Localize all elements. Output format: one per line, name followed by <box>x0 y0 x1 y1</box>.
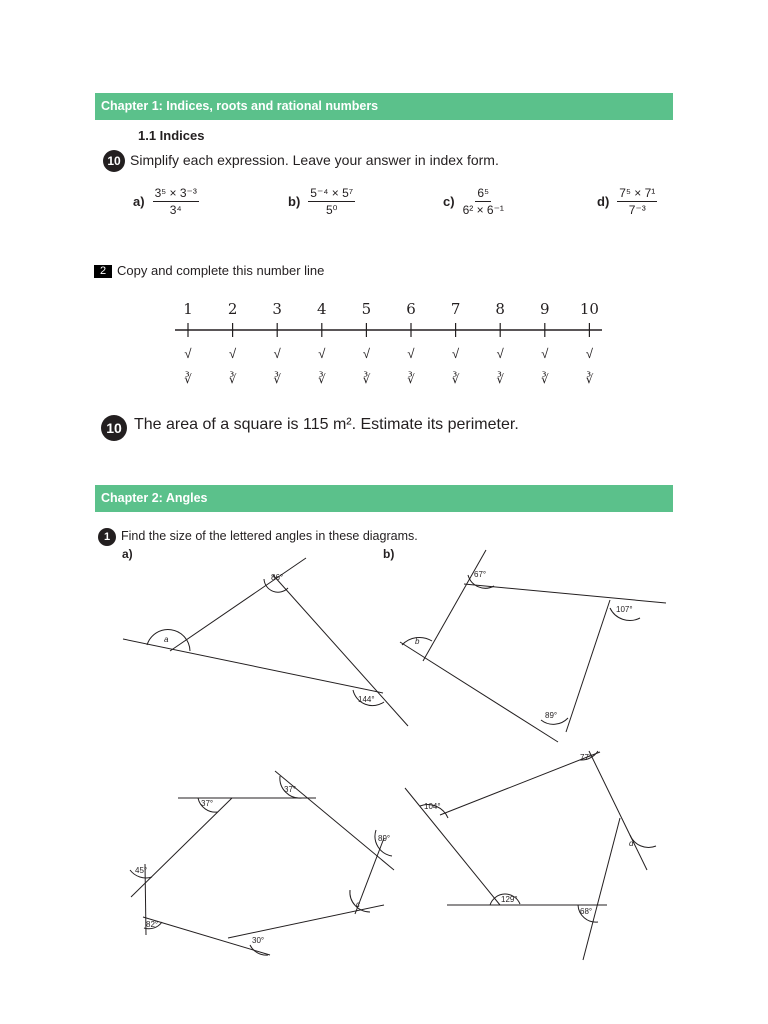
numerator: 5⁻⁴ × 5⁷ <box>310 186 354 200</box>
number-line-label: 1 <box>183 300 193 318</box>
cube-root-blank: ∛ <box>184 372 192 386</box>
part-label: c) <box>443 194 455 209</box>
angle-label: 37° <box>201 799 214 808</box>
question-number-badge: 10 <box>103 150 125 172</box>
number-line-label: 5 <box>361 300 372 318</box>
part-label: b) <box>288 194 301 209</box>
square-root-blank: √ <box>362 346 370 361</box>
angle-label: 67° <box>474 570 487 579</box>
angle-label: 89° <box>545 711 558 720</box>
number-line-label: 3 <box>272 300 282 318</box>
diagram-b <box>400 550 666 742</box>
cube-root-blank: ∛ <box>362 372 371 386</box>
question-number-badge: 10 <box>101 415 127 441</box>
question-text: Copy and complete this number line <box>117 263 325 278</box>
cube-root-blank: ∛ <box>273 372 282 386</box>
numerator: 7⁵ × 7¹ <box>619 186 656 200</box>
number-line-label: 6 <box>406 300 416 318</box>
diagram-a-label: a) <box>122 547 133 561</box>
number-line-label: 4 <box>317 300 327 318</box>
angle-label: 129° <box>501 895 518 904</box>
angle-label: b <box>415 637 420 646</box>
angle-label: 68° <box>580 907 593 916</box>
cube-root-blank: ∛ <box>585 372 594 386</box>
square-root-blank: √ <box>318 346 326 361</box>
square-root-blank: √ <box>585 346 593 361</box>
square-root-blank: √ <box>273 346 281 361</box>
square-root-blank: √ <box>452 346 460 361</box>
chapter-2-header: Chapter 2: Angles <box>95 485 673 512</box>
angle-label: 37° <box>284 785 297 794</box>
angle-label: a <box>164 635 169 644</box>
cube-root-blank: ∛ <box>228 372 237 386</box>
section-title: 1.1 Indices <box>138 128 205 143</box>
numerator: 3⁵ × 3⁻³ <box>154 186 197 200</box>
square-root-blank: √ <box>496 346 504 361</box>
diagram-b-label: b) <box>383 547 395 561</box>
angle-label: 89° <box>378 834 391 843</box>
cube-root-blank: ∛ <box>407 372 415 386</box>
numerator: 6⁵ <box>477 186 490 200</box>
part-label: d) <box>597 194 610 209</box>
angle-label: 77° <box>580 753 593 762</box>
angle-label: 86° <box>271 573 284 582</box>
square-root-blank: √ <box>184 346 192 361</box>
angle-label: 104° <box>424 802 441 811</box>
angle-label: c <box>356 900 360 909</box>
cube-root-blank: ∛ <box>451 372 460 386</box>
number-line-label: 9 <box>540 300 550 318</box>
angle-label: 144° <box>358 695 375 704</box>
number-line-label: 7 <box>450 300 461 318</box>
square-root-blank: √ <box>541 346 549 361</box>
angle-label: d <box>629 839 634 848</box>
square-root-blank: √ <box>229 346 237 361</box>
question-text: Simplify each expression. Leave your answer in index form. <box>130 152 499 168</box>
cube-root-blank: ∛ <box>540 372 549 386</box>
question-number-badge: 1 <box>98 528 116 546</box>
denominator: 5⁰ <box>325 203 338 217</box>
angle-label: 82° <box>146 920 159 929</box>
number-line-label: 10 <box>579 300 599 318</box>
question-text: The area of a square is 115 m². Estimate its perimeter. <box>134 416 519 433</box>
square-root-blank: √ <box>407 346 415 361</box>
diagram-c <box>130 771 394 955</box>
cube-root-blank: ∛ <box>496 372 505 386</box>
angle-label: 107° <box>616 605 633 614</box>
angle-label: 45° <box>135 866 148 875</box>
question-number-badge: 2 <box>94 265 112 278</box>
diagram-d <box>405 751 656 960</box>
cube-root-blank: ∛ <box>317 372 326 386</box>
number-line-label: 8 <box>495 300 505 318</box>
denominator: 3⁴ <box>169 203 182 217</box>
denominator: 7⁻³ <box>628 203 646 217</box>
part-label: a) <box>133 194 145 209</box>
denominator: 6² × 6⁻¹ <box>462 203 504 217</box>
chapter-1-header: Chapter 1: Indices, roots and rational numbers <box>95 93 673 120</box>
angle-label: 30° <box>252 936 265 945</box>
number-line-label: 2 <box>227 300 238 318</box>
question-text: Find the size of the lettered angles in these diagrams. <box>121 529 418 543</box>
